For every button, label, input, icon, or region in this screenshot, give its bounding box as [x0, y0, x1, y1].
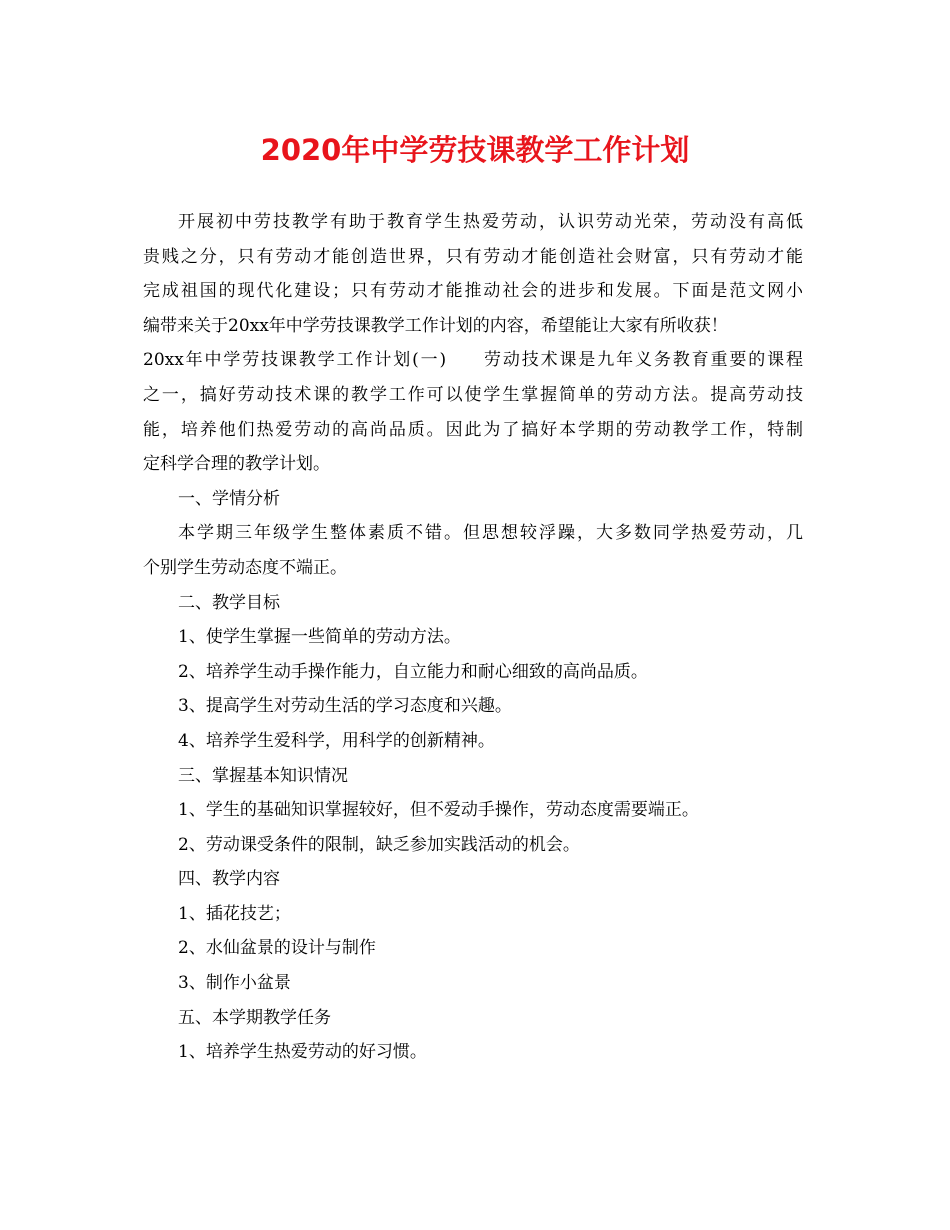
list-item: 1、插花技艺；: [178, 903, 291, 924]
intro-line: 编带来关于20xx年中学劳技课教学工作计划的内容，希望能让大家有所收获！: [143, 315, 728, 336]
section-line: 本学期三年级学生整体素质不错。但思想较浮躁，大多数同学热爱劳动，几: [178, 523, 803, 544]
section-heading: 一、学情分析: [178, 488, 280, 509]
intro-line: 完成祖国的现代化建设；只有劳动才能推动社会的进步和发展。下面是范文网小: [143, 281, 803, 302]
list-item: 4、培养学生爱科学，用科学的创新精神。: [178, 730, 495, 751]
plan-line: 劳动技术课是九年义务教育重要的课程: [482, 350, 804, 371]
intro-line: 开展初中劳技教学有助于教育学生热爱劳动，认识劳动光荣，劳动没有高低: [178, 212, 803, 232]
plan-line: 能，培养他们热爱劳动的高尚品质。因此为了搞好本学期的劳动教学工作，特制: [143, 419, 803, 440]
plan-line: 之一，搞好劳动技术课的教学工作可以使学生掌握简单的劳动方法。提高劳动技: [143, 384, 803, 405]
document-body: [143, 205, 803, 1070]
plan-heading-line: [143, 343, 803, 378]
plan-heading: 20xx年中学劳技课教学工作计划(一): [143, 350, 447, 371]
intro-line: 贵贱之分，只有劳动才能创造世界，只有劳动才能创造社会财富，只有劳动才能: [143, 246, 803, 267]
list-item: 3、提高学生对劳动生活的学习态度和兴趣。: [178, 696, 512, 717]
section-heading: 四、教学内容: [178, 869, 280, 890]
section-line: 个别学生劳动态度不端正。: [143, 557, 347, 578]
list-item: 2、劳动课受条件的限制，缺乏参加实践活动的机会。: [178, 834, 580, 855]
list-item: 1、培养学生热爱劳动的好习惯。: [178, 1042, 427, 1063]
list-item: 3、制作小盆景: [178, 973, 291, 994]
list-item: 1、学生的基础知识掌握较好，但不爱动手操作，劳动态度需要端正。: [178, 800, 699, 821]
plan-line: 定科学合理的教学计划。: [143, 454, 330, 475]
document-title: 2020年中学劳技课教学工作计划: [260, 133, 690, 167]
section-heading: 三、掌握基本知识情况: [178, 765, 348, 786]
list-item: 1、使学生掌握一些简单的劳动方法。: [178, 627, 461, 648]
list-item: 2、水仙盆景的设计与制作: [178, 938, 376, 959]
list-item: 2、培养学生动手操作能力，自立能力和耐心细致的高尚品质。: [178, 661, 648, 682]
section-heading: 二、教学目标: [178, 592, 280, 613]
section-heading: 五、本学期教学任务: [178, 1007, 331, 1028]
